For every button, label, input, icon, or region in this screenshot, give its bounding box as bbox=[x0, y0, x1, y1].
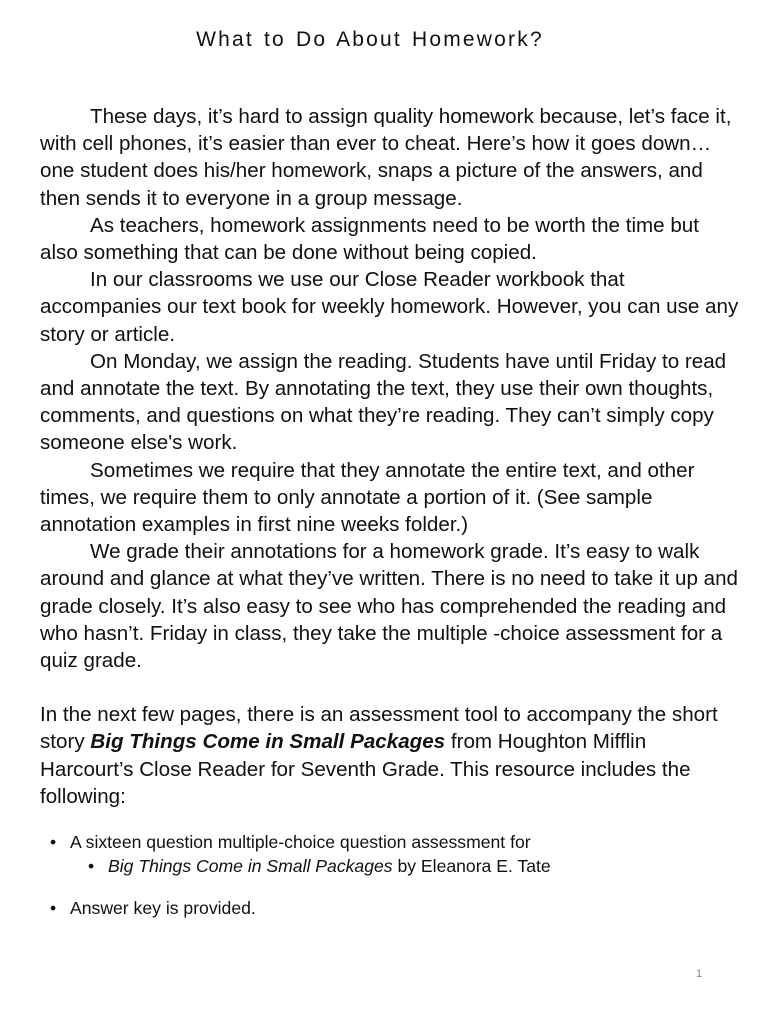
sub-list-item-text: by Eleanora E. Tate bbox=[392, 856, 551, 876]
story-title: Big Things Come in Small Packages bbox=[90, 730, 446, 754]
paragraph-7-tail: from Houghton Mifflin Harcourt’s Close Reader for Seventh Grade. This resource includes the following: bbox=[40, 730, 691, 808]
list-item bbox=[50, 830, 740, 854]
list-item-text: Answer key is provided. bbox=[70, 898, 256, 918]
paragraph-4: On Monday, we assign the reading. Students have until Friday to read and annotate the text. By annotating the text, they use their own thoughts, comments, and questions on what they’re reading. They can’t simply copy someone else's work. bbox=[40, 349, 727, 455]
bullet-icon: • bbox=[50, 898, 57, 918]
paragraph-1: These days, it’s hard to assign quality homework because, let’s face it, with cell phones, it’s easier than ever to cheat. Here’s how it goes down… one student does his/her homework, snaps a picture of the answers, and then sends it to everyone in a group message. bbox=[40, 105, 732, 210]
sub-list-item-title: Big Things Come in Small Packages bbox=[108, 856, 393, 876]
bullet-icon: • bbox=[88, 856, 95, 876]
page-title: What to Do About Homework? bbox=[196, 28, 544, 51]
body-text bbox=[40, 103, 740, 810]
list-item-text: A sixteen question multiple-choice question assessment for bbox=[70, 832, 531, 852]
page-number: 1 bbox=[696, 968, 703, 980]
paragraph-3: In our classrooms we use our Close Reader workbook that accompanies our text book for weekly homework. However, you can use any story or article. bbox=[40, 268, 739, 346]
resource-list bbox=[50, 830, 740, 920]
paragraph-2: As teachers, homework assignments need to be worth the time but also something that can be done without being copied. bbox=[40, 213, 699, 265]
paragraph-7 bbox=[40, 701, 740, 810]
paragraph-7-lead: In the next few pages, there is an assessment tool to accompany the short story bbox=[40, 703, 718, 754]
bullet-icon: • bbox=[50, 832, 57, 852]
sub-list-item bbox=[88, 854, 740, 878]
list-item bbox=[50, 896, 740, 920]
paragraph-6: We grade their annotations for a homework grade. It’s easy to walk around and glance at what they’ve written. There is no need to take it up and grade closely. It’s also easy to see who has comprehended the reading and who hasn’t. Friday in class, they take the multiple -choice assessment for a quiz grade. bbox=[40, 540, 738, 673]
paragraph-5: Sometimes we require that they annotate the entire text, and other times, we require them to only annotate a portion of it. (See sample annotation examples in first nine weeks folder.) bbox=[40, 458, 695, 537]
